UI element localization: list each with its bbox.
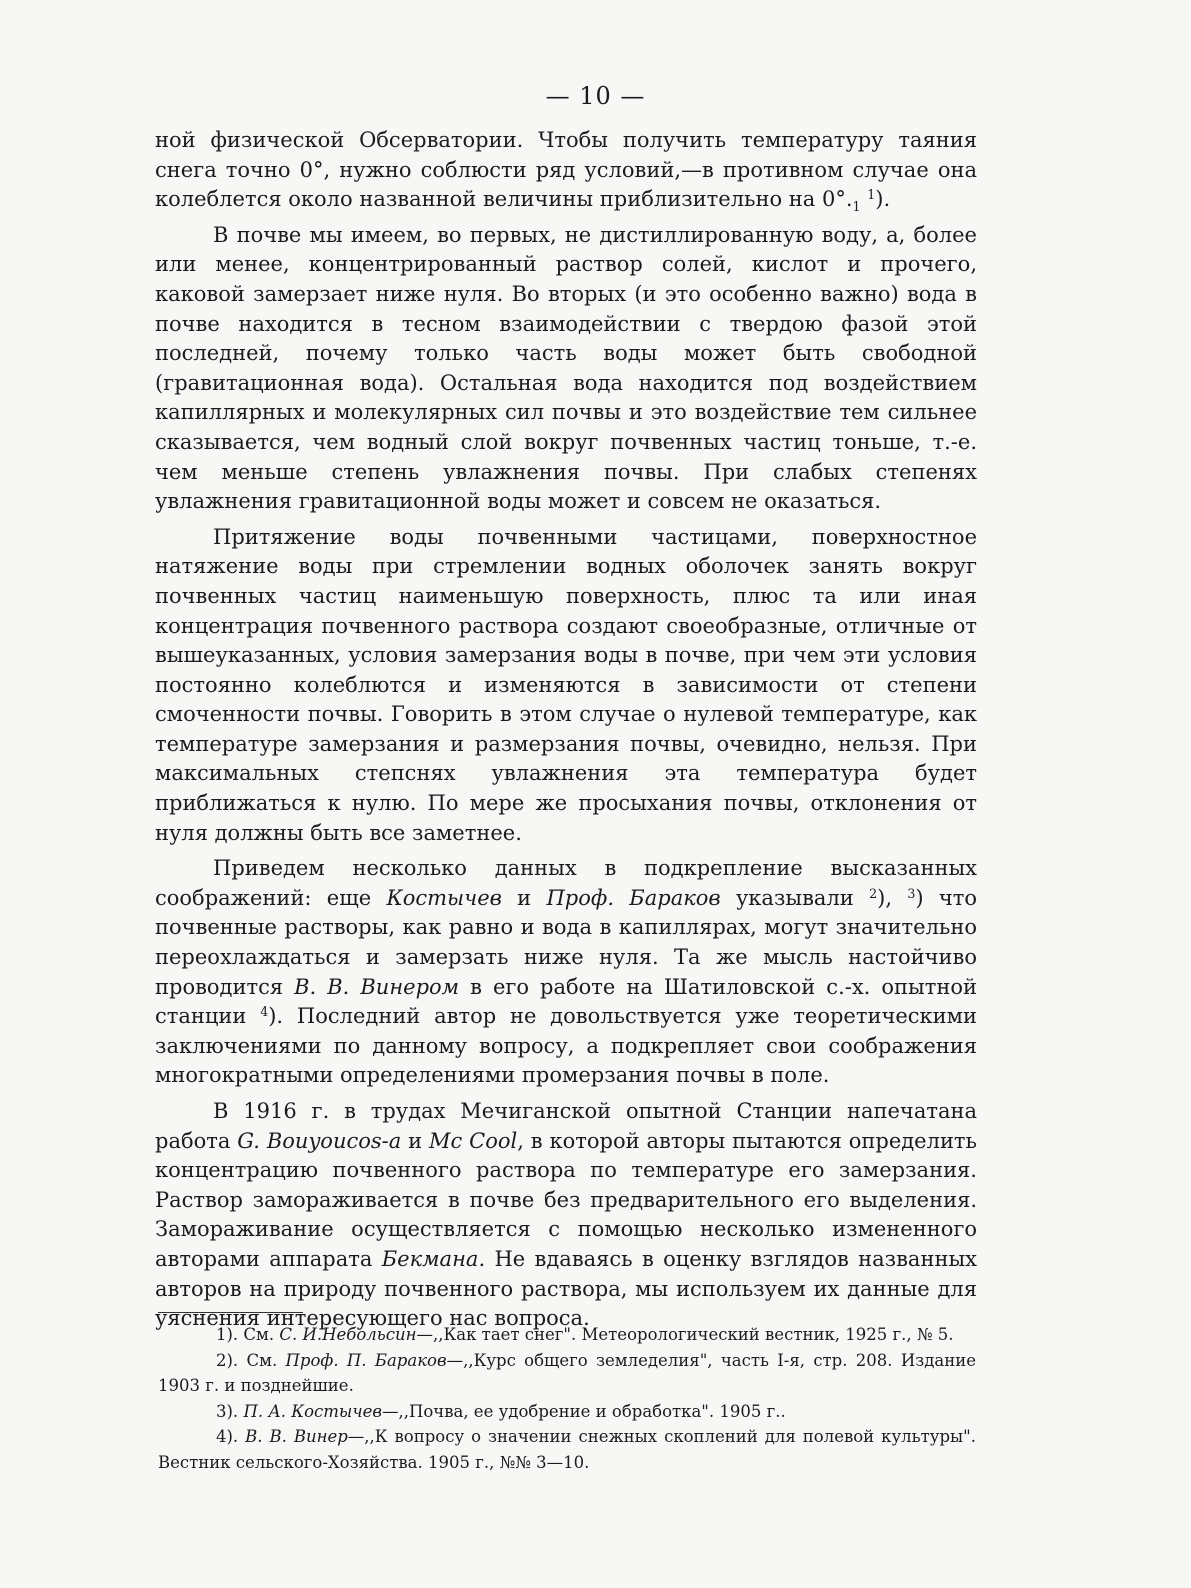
footnote-divider [158,1312,303,1313]
paragraph-2: В почве мы имеем, во первых, не дистиллированную воду, а, более или менее, концентрированный раствор солей, кислот и прочего, каковой замерзает ниже нуля. Во вторых (и это особенно важно) вода в почве находится в тесном взаимодействии с твердою фазой этой последней, почему только часть воды может быть свободной (гравитационная вода). Остальная вода находится под воздействием капиллярных и молекулярных сил почвы и это воздействие тем сильнее сказывается, чем водный слой вокруг почвенных частиц тоньше, т.-е. чем меньше степень увлажнения почвы. При слабых степенях увлажнения гравитационной воды может и совсем не оказаться. [155,222,977,514]
footnote-ref-4[interactable]: 4 [260,1004,269,1020]
author-name: Бекмана [381,1246,479,1271]
footnote-2: 2). См. Проф. П. Бараков—,,Курс общего земледелия", часть I-я, стр. 208. Издание 1903 г. и позднейшие. [158,1350,977,1395]
footnote-author: В. В. Винер— [245,1427,365,1446]
author-name: В. В. Винером [294,974,460,999]
footnote-author: П. А. Костычев— [243,1401,399,1421]
footnote-ref-3[interactable]: 3 [907,885,916,901]
author-name: Mc Cool [429,1128,518,1153]
author-name: G. Bouyoucos-a [237,1128,402,1153]
paragraph-4: Приведем несколько данных в подкрепление высказанных соображений: еще Костычев и Проф. Бараков указывали $^2$), $^3$) что почвенные растворы, как равно и вода в капиллярах, могут значительно переохлаждаться и замерзать ниже нуля. Та же мысль настойчиво проводится В. В. Винером в его работе на Шатиловской с.-х. опытной станции $^4$). Последний автор не довольствуется уже теоретическими заключениями по данному вопросу, а подкрепляет свои соображения многократными определениями промерзания почвы в поле. [155,856,977,1088]
footnote-ref-2[interactable]: 2 [869,885,878,901]
author-name: Проф. Бараков [546,885,721,910]
paragraph-1: ной физической Обсерватории. Чтобы получить температуру таяния снега точно 0°, нужно соблюсти ряд условий,—в противном случае она колеблется около названной величины приблизительно на $0^\circ._1$ $^1$). [155,128,977,215]
footnote-ref-1[interactable]: 1 [867,187,876,203]
footnote-1: 1). См. С. И.Небольсин—,,Как тает снег". Метеорологический вестник, 1925 г., № 5. [216,1325,954,1344]
footnote-4: 4). В. В. Винер—,,К вопросу о значении снежных скоплений для полевой культуры". Вестник сельского-Хозяйства. 1905 г., №№ 3—10. [158,1427,976,1472]
page-number: — 10 — [545,82,646,110]
subscript: 1 [852,199,861,215]
author-name: Костычев [386,885,502,910]
footnote-author: С. И.Небольсин— [279,1325,434,1344]
paragraph-5: В 1916 г. в трудах Мечиганской опытной Станции напечатана работа G. Bouyoucos-a и Mc Cool, в которой авторы пытаются определить концентрацию почвенного раствора по температуре его замерзания. Раствор замораживается в почве без предварительного его выделения. Замораживание осуществляется с помощью несколько измененного авторами аппарата Бекмана. Не вдаваясь в оценку взглядов названных авторов на природу почвенного раствора, мы используем их данные для уяснения интересующего нас вопроса. [155,1099,977,1331]
paragraph-3: Притяжение воды почвенными частицами, поверхностное натяжение воды при стремлении водных оболочек занять вокруг почвенных частиц наименьшую поверхность, плюс та или иная концентрация почвенного раствора создают своеобразные, отличные от вышеуказанных, условия замерзания воды в почве, при чем эти условия постоянно колеблются и изменяются в зависимости от степени смоченности почвы. Говорить в этом случае о нулевой температуре, как температуре замерзания и размерзания почвы, очевидно, нельзя. При максимальных степснях увлажнения эта температура будет приближаться к нулю. По мере же просыхания почвы, отклонения от нуля должны быть все заметнее. [155,524,977,845]
footnote-3: 3). П. А. Костычев—,,Почва, ее удобрение и обработка". 1905 г.. [216,1401,786,1421]
footnote-author: Проф. П. Бараков— [285,1350,464,1370]
main-text [155,126,977,1340]
footnotes [158,1322,976,1475]
